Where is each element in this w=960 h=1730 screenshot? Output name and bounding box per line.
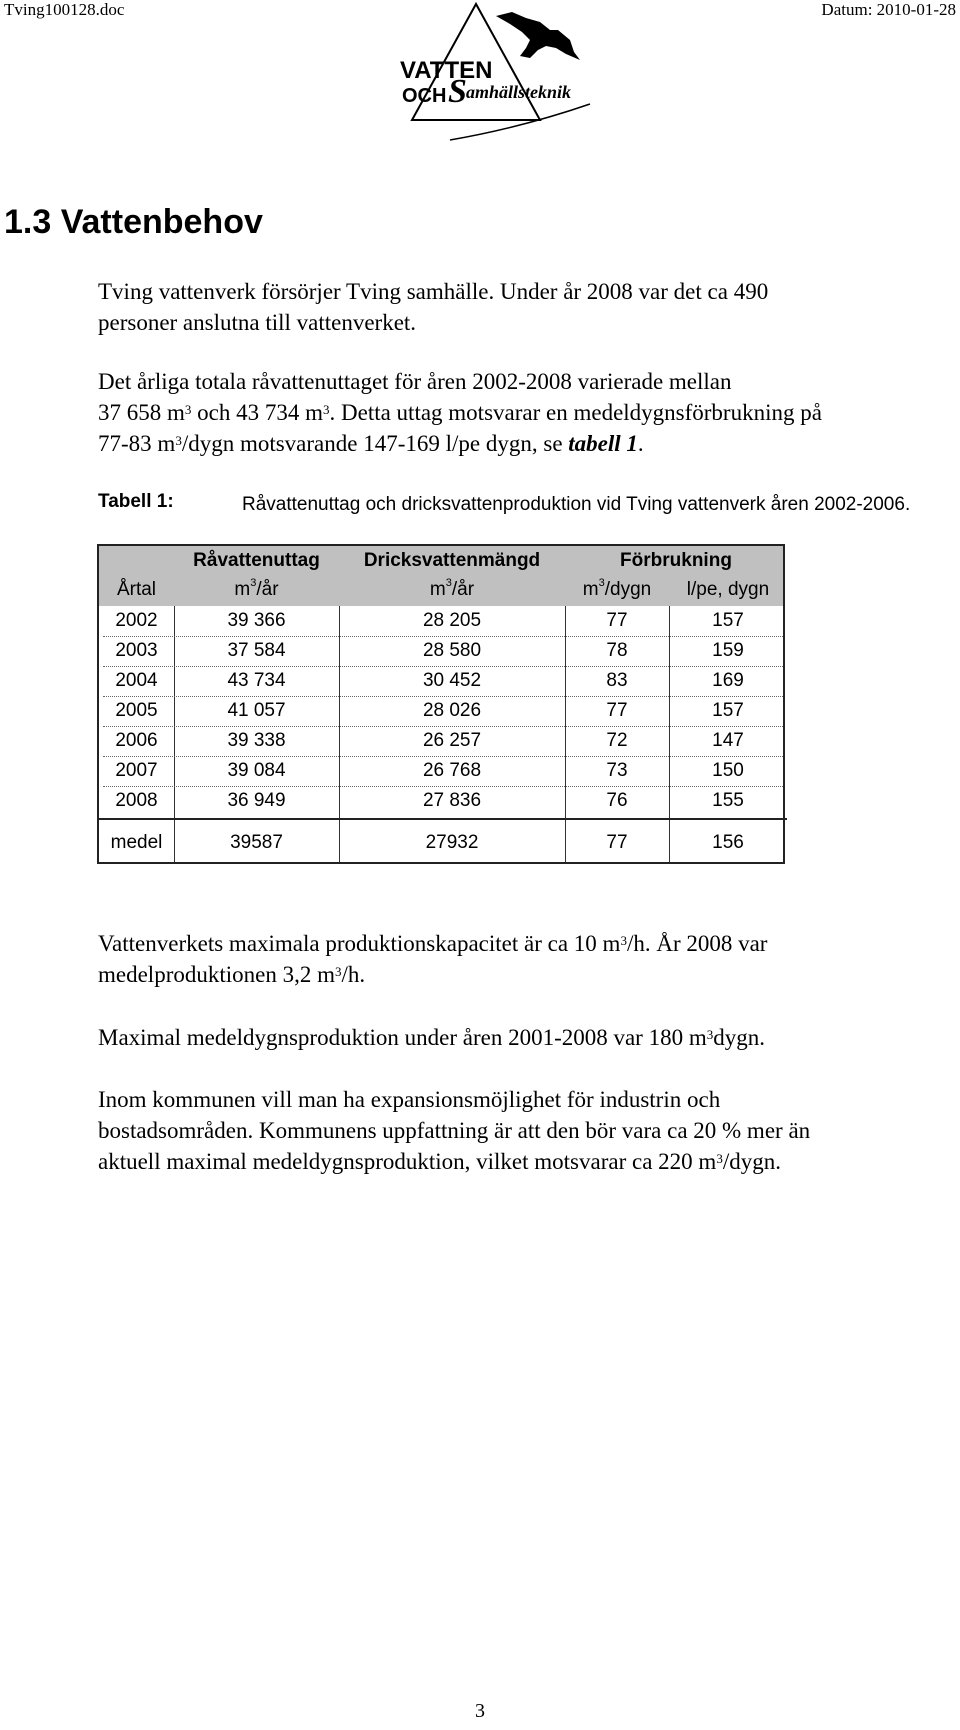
table-footer-cell: 77 — [606, 832, 628, 853]
paragraph-1 — [98, 276, 768, 338]
paragraph-4 — [98, 1022, 765, 1053]
paragraph-line: 77-83 $m^3$/dygn motsvarande 147-169 l/pe dygn, se tabell 1. — [98, 431, 644, 456]
table-cell: 147 — [712, 730, 744, 751]
header-raw-water: Råvattenuttag — [193, 550, 320, 571]
paragraph-line: Det årliga totala råvattenuttaget för åren 2002-2008 varierade mellan — [98, 369, 732, 394]
logo-graphic — [400, 0, 650, 145]
header-pe-unit: l/pe, dygn — [686, 579, 770, 600]
table-cell: 83 — [606, 670, 628, 691]
paragraph-3 — [98, 928, 767, 990]
table-footer-cell: 156 — [712, 832, 744, 853]
water-table — [97, 544, 785, 864]
logo-line2: OCH — [402, 85, 447, 107]
table-cell: 37 584 — [227, 640, 286, 661]
table-cell: 78 — [606, 640, 628, 661]
section-title: 1.3 Vattenbehov — [4, 203, 263, 241]
table-cell: 157 — [712, 610, 744, 631]
row-divider — [103, 666, 783, 667]
company-logo — [400, 0, 650, 145]
table-cell: 2003 — [115, 640, 158, 661]
table-cell: 39 084 — [227, 760, 286, 781]
table-cell: 28 026 — [422, 700, 482, 721]
table-footer-cell: medel — [110, 832, 163, 853]
header-consumption: Förbrukning — [620, 550, 732, 571]
row-divider — [103, 786, 783, 787]
table-cell: 2004 — [115, 670, 158, 691]
row-divider — [103, 696, 783, 697]
paragraph-line: Maximal medeldygnsproduktion under åren 2001-2008 var 180 $m^3dygn$. — [98, 1025, 765, 1050]
paragraph-line: Inom kommunen vill man ha expansionsmöjlighet för industrin och — [98, 1087, 721, 1112]
table-cell: 28 580 — [422, 640, 482, 661]
table-cell: 26 768 — [422, 760, 482, 781]
paragraph-line: Tving vattenverk försörjer Tving samhälle. Under år 2008 var det ca 490 — [98, 279, 769, 304]
logo-initial: S — [448, 73, 467, 110]
table-cell: 2002 — [115, 610, 158, 631]
paragraph-line: 37 658 $m^3$ och 43 734 $m^3$. Detta uttag motsvarar en medeldygnsförbrukning på — [98, 400, 822, 425]
table-cell: 77 — [606, 700, 628, 721]
table-cell: 41 057 — [227, 700, 286, 721]
paragraph-2 — [98, 366, 822, 459]
table-cell: 36 949 — [227, 790, 286, 811]
table-cell: 2008 — [115, 790, 158, 811]
table-footer-cell: 39587 — [230, 832, 283, 853]
paragraph-line: personer anslutna till vattenverket. — [98, 310, 417, 335]
table-caption-text: Råvattenuttag och dricksvattenproduktion vid Tving vattenverk åren 2002-2006. — [242, 494, 911, 515]
table-cell: 169 — [712, 670, 744, 691]
table-cell: 72 — [606, 730, 628, 751]
paragraph-line: medelproduktionen 3,2 $m^3/h$. — [98, 962, 366, 987]
table-footer-cell: 27932 — [425, 832, 479, 853]
header-drink-unit: $m^3/år$ — [429, 577, 475, 600]
table-cell: 28 205 — [422, 610, 482, 631]
paragraph-line: aktuell maximal medeldygnsproduktion, vilket motsvarar ca 220 $m^3$/dygn. — [98, 1149, 781, 1174]
logo-line3: amhällsteknik — [466, 82, 572, 102]
table-reference: tabell 1 — [568, 431, 638, 456]
row-divider — [103, 756, 783, 757]
logo-line1: VATTEN — [400, 57, 493, 84]
header-day-unit: $m^3$/dygn — [582, 577, 652, 600]
paragraph-line: Vattenverkets maximala produktionskapacitet är ca 10 $m^3/h$. År 2008 var — [98, 931, 768, 956]
table-cell: 39 338 — [227, 730, 286, 751]
table-cell: 39 366 — [227, 610, 286, 631]
table-cell: 150 — [712, 760, 744, 781]
header-raw-unit: $m^3/år$ — [234, 577, 279, 600]
paragraph-5 — [98, 1084, 810, 1177]
header-date: Datum: 2010-01-28 — [821, 0, 956, 19]
table-cell: 2006 — [115, 730, 158, 751]
page-number: 3 — [475, 1700, 485, 1722]
table-cell: 2005 — [115, 700, 158, 721]
table-cell: 157 — [712, 700, 744, 721]
table-cell: 2007 — [115, 760, 158, 781]
row-divider — [103, 636, 783, 637]
table-cell: 27 836 — [422, 790, 482, 811]
bird-icon — [496, 12, 580, 60]
table-cell: 77 — [606, 610, 628, 631]
table-cell: 73 — [606, 760, 628, 781]
table-cell: 155 — [712, 790, 744, 811]
header-drinking-water: Dricksvattenmängd — [363, 550, 541, 571]
table-cell: 76 — [606, 790, 628, 811]
table-cell: 26 257 — [422, 730, 482, 751]
header-year: Årtal — [116, 579, 157, 600]
paragraph-line: bostadsområden. Kommunens uppfattning är att den bör vara ca 20 % mer än — [98, 1118, 811, 1143]
table-cell: 159 — [712, 640, 744, 661]
table-cell: 43 734 — [227, 670, 286, 691]
table-caption-label: Tabell 1: — [98, 491, 174, 512]
header-filename: Tving100128.doc — [4, 0, 125, 19]
table-cell: 30 452 — [422, 670, 482, 691]
row-divider — [103, 726, 783, 727]
